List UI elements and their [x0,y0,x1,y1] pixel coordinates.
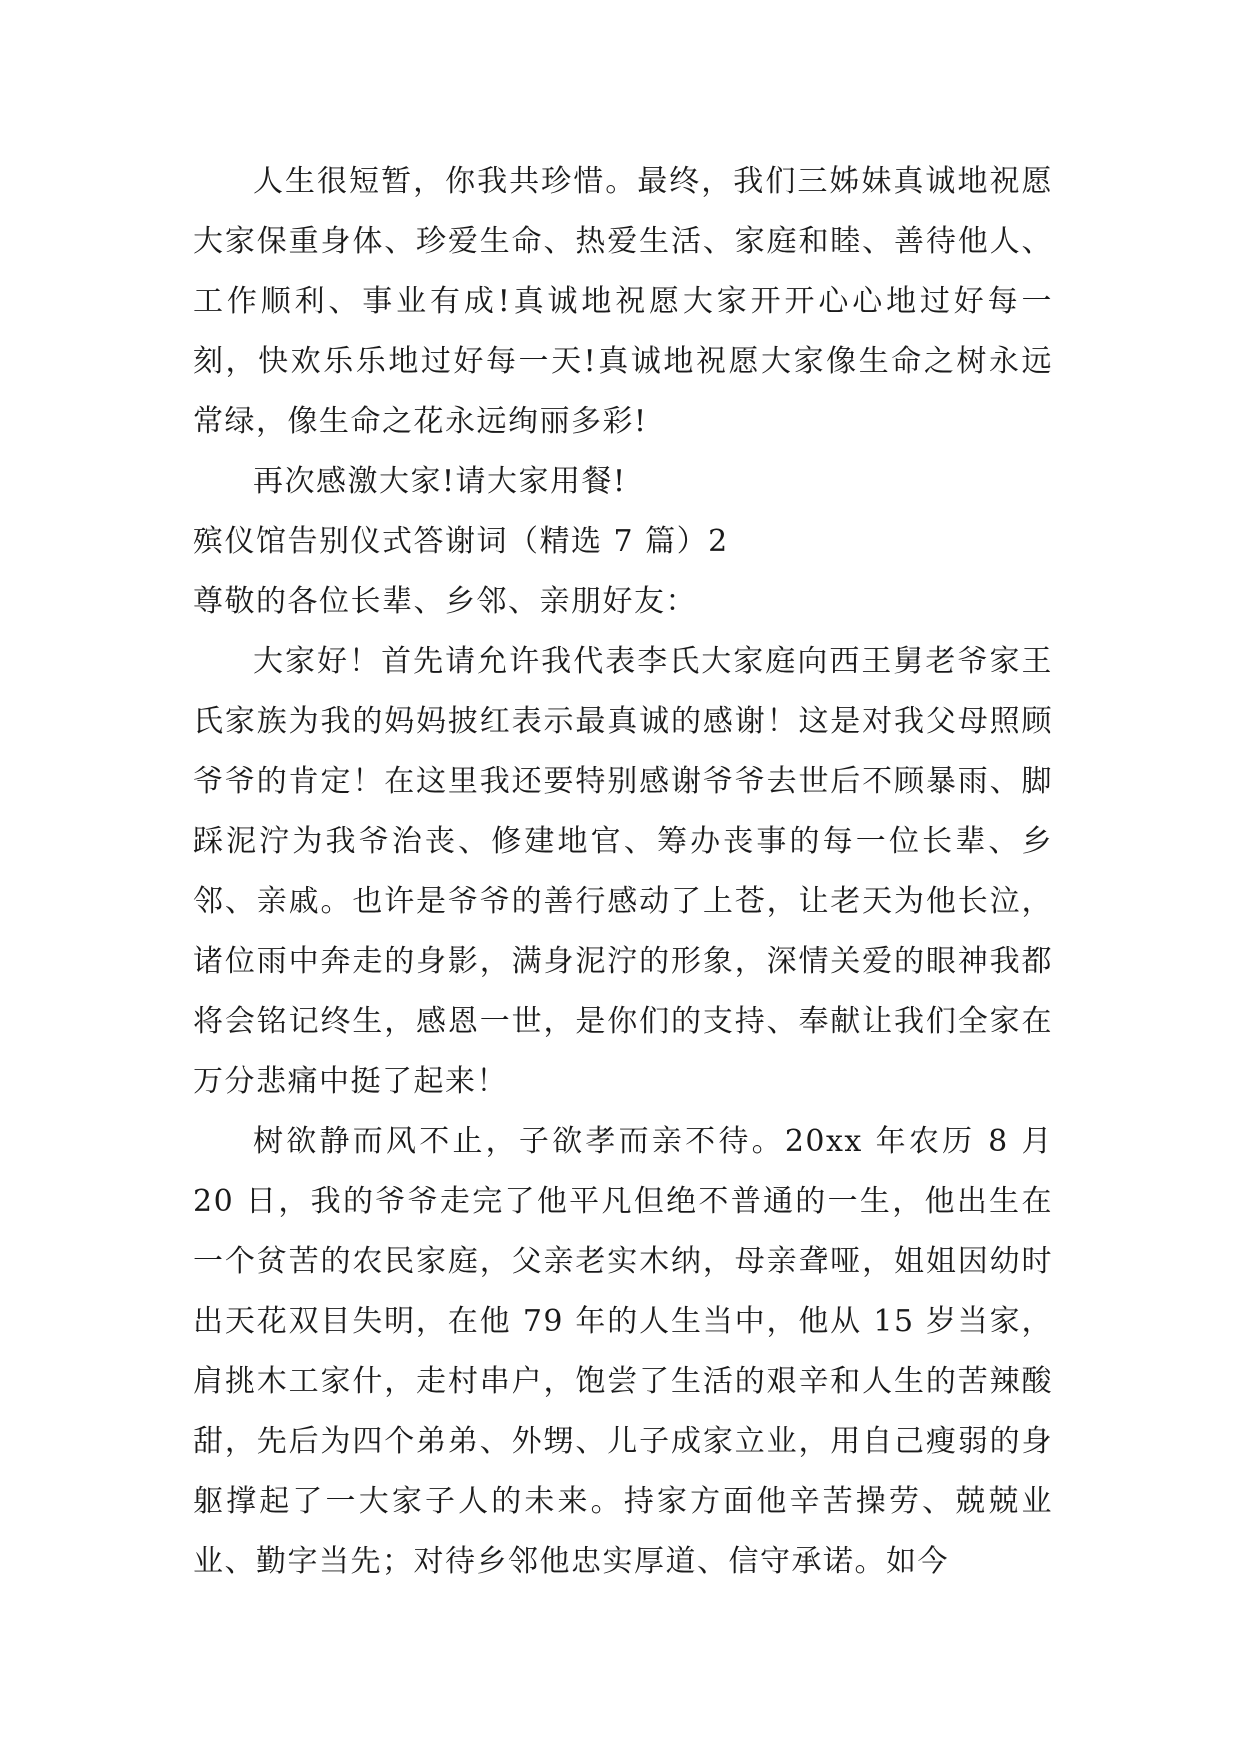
section-title: 殡仪馆告别仪式答谢词（精选 7 篇）2 [193,524,729,559]
thanks-paragraph: 再次感激大家!请大家用餐! [253,464,627,499]
document-page [193,152,1053,1592]
closing-paragraph: 人生很短暂，你我共珍惜。最终，我们三姊妹真诚地祝愿大家保重身体、珍爱生命、热爱生活、家庭和睦、善待他人、工作顺利、事业有成!真诚地祝愿大家开开心心地过好每一刻，快欢乐乐地过好每一天!真诚地祝愿大家像生命之树永远常绿，像生命之花永远绚丽多彩! [193,164,1053,439]
body-paragraph: 大家好！首先请允许我代表李氏大家庭向西王舅老爷家王氏家族为我的妈妈披红表示最真诚的感谢！这是对我父母照顾爷爷的肯定！在这里我还要特别感谢爷爷去世后不顾暴雨、脚踩泥泞为我爷治丧、修建地官、筹办丧事的每一位长辈、乡邻、亲戚。也许是爷爷的善行感动了上苍，让老天为他长泣，诸位雨中奔走的身影，满身泥泞的形象，深情关爱的眼神我都将会铭记终生，感恩一世，是你们的支持、奉献让我们全家在万分悲痛中挺了起来！ [193,644,1053,1099]
body-paragraph: 树欲静而风不止，子欲孝而亲不待。20xx 年农历 8 月 20 日，我的爷爷走完了他平凡但绝不普通的一生，他出生在一个贫苦的农民家庭，父亲老实木纳，母亲聋哑，姐姐因幼时出天花双目失明，在他 79 年的人生当中，他从 15 岁当家，肩挑木工家什，走村串户，饱尝了生活的艰辛和人生的苦辣酸甜，先后为四个弟弟、外甥、儿子成家立业，用自己瘦弱的身躯撑起了一大家子人的未来。持家方面他辛苦操劳、兢兢业业、勤字当先；对待乡邻他忠实厚道、信守承诺。如今 [193,1124,1053,1579]
salutation: 尊敬的各位长辈、乡邻、亲朋好友： [193,584,697,619]
